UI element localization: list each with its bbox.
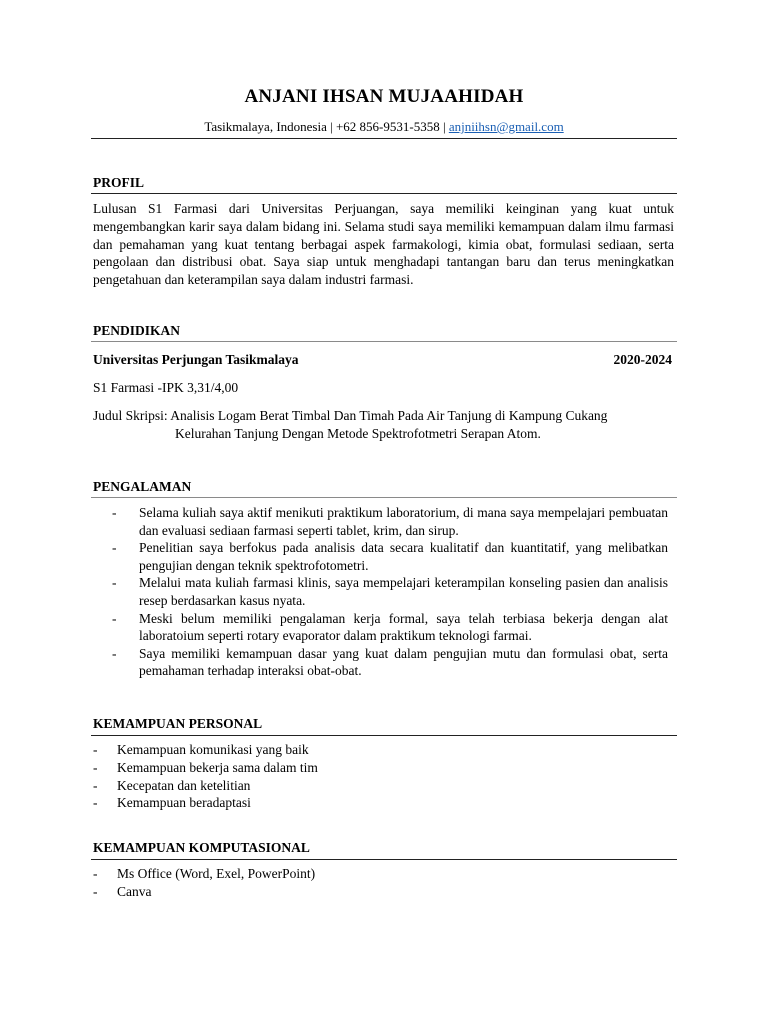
section-heading-pendidikan: PENDIDIKAN [93,323,181,338]
personal-skills-list [93,741,493,812]
section-divider-kemampuan-personal [91,735,677,736]
list-item: - Kemampuan komunikasi yang baik [93,742,309,757]
candidate-name: ANJANI IHSAN MUJAAHIDAH [244,86,524,107]
section-heading-pengalaman: PENGALAMAN [93,479,192,494]
computer-skills-list [93,865,493,901]
list-item: - Ms Office (Word, Exel, PowerPoint) [93,866,316,881]
section-heading-profil: PROFIL [93,175,145,190]
list-item: - Penelitian saya berfokus pada analisis data secara kualitatif dan kuantitatif, yang melibatkan pengujian dengan teknik spektrofotometri. [112,540,668,573]
thesis-continuation: Kelurahan Tanjung Dengan Metode Spektrofotmetri Serapan Atom. [175,425,541,441]
section-divider-pendidikan [91,341,677,342]
experience-list [112,504,668,680]
contact-line [0,119,768,135]
list-item: - Selama kuliah saya aktif menikuti praktikum laboratorium, di mana saya mempelajari pembuatan dan evaluasi sediaan farmasi seperti tablet, krim, dan sirup. [112,505,668,538]
section-divider-kemampuan-komputasional [91,859,677,860]
section-divider-profil [91,193,677,194]
thesis-first-line: Judul Skripsi: Analisis Logam Berat Timbal Dan Timah Pada Air Tanjung di Kampung Cukang [93,408,608,423]
list-item: - Kecepatan dan ketelitian [93,777,251,793]
education-row [93,352,672,368]
header-divider [91,138,677,139]
degree-line: S1 Farmasi -IPK 3,31/4,00 [93,380,239,395]
list-item: - Meski belum memiliki pengalaman kerja formal, saya telah terbiasa bekerja dengan alat laboratoium seperti rotary evaporator dalam praktikum teknologi farmai. [112,610,668,644]
thesis-title [93,407,672,443]
list-item: - Canva [93,883,152,899]
section-divider-pengalaman [91,497,677,498]
list-item: - Kemampuan bekerja sama dalam tim [93,759,318,775]
profil-text: Lulusan S1 Farmasi dari Universitas Perjuangan, saya memiliki keinginan yang kuat untuk mengembangkan karir saya dalam bidang ini. Selama studi saya memiliki kemampuan dalam ilmu farmasi dan pemahaman yang kuat tentang berbagai aspek farmakologi, kimia obat, formulasi sediaan, serta pengolaan dan distribusi obat. Saya siap untuk menghadapi tantangan baru dan terus meningkatkan pengetahuan dan keterampilan saya dalam industri farmasi. [93,201,674,288]
institution-name: Universitas Perjungan Tasikmalaya [93,352,299,367]
contact-text: Tasikmalaya, Indonesia | +62 856-9531-5358 | [204,119,449,134]
list-item: - Saya memiliki kemampuan dasar yang kuat dalam pengujian mutu dan formulasi obat, serta pemahaman terhadap interaksi obat-obat. [112,645,668,679]
list-item: - Kemampuan beradaptasi [93,795,251,811]
section-heading-kemampuan-personal: KEMAMPUAN PERSONAL [93,716,263,731]
list-item: - Melalui mata kuliah farmasi klinis, saya mempelajari keterampilan konseling pasien dan analisis resep berdasarkan kasus nyata. [112,575,668,608]
section-heading-kemampuan-komputasional: KEMAMPUAN KOMPUTASIONAL [93,840,310,855]
education-years: 2020-2024 [613,352,672,367]
email-link[interactable]: anjniihsn@gmail.com [448,119,564,134]
